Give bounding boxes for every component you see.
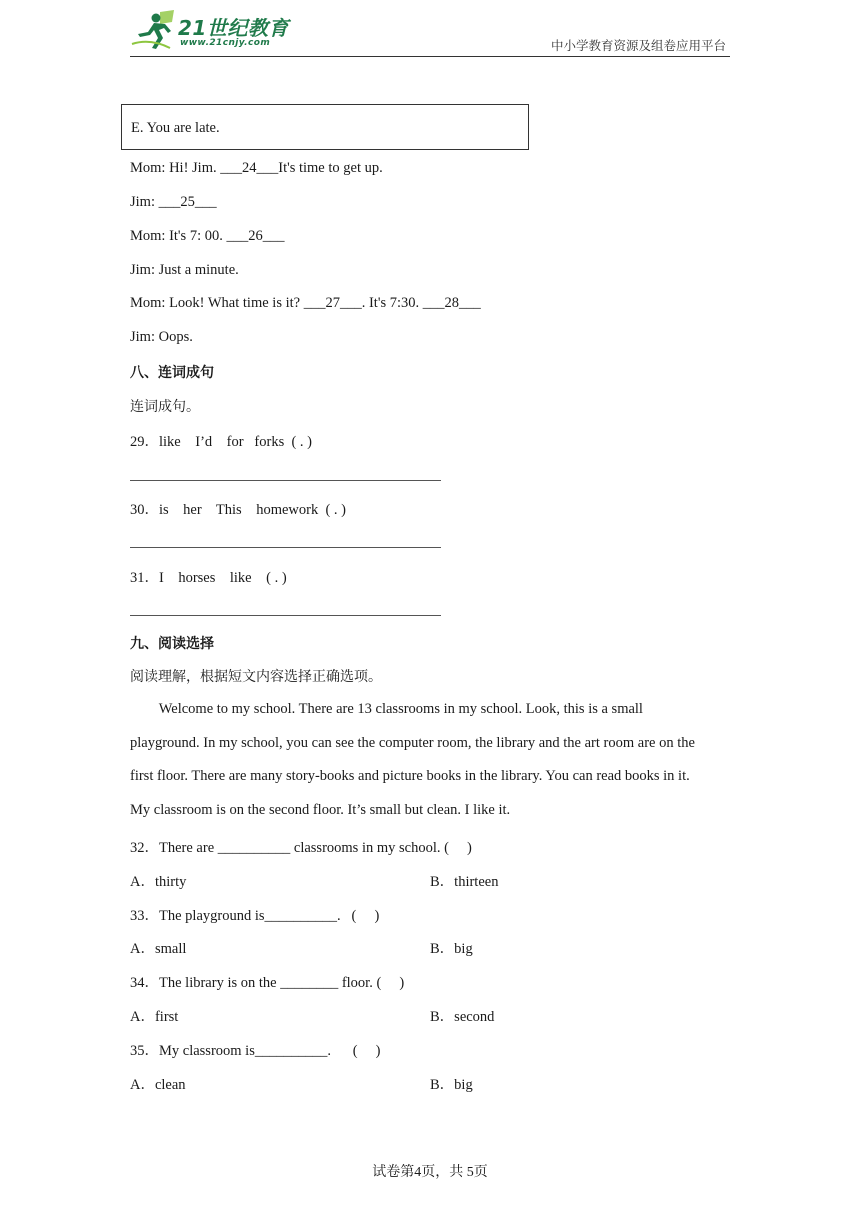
section-9-instruction: 阅读理解，根据短文内容选择正确选项。: [130, 669, 382, 685]
option-box: [121, 104, 529, 150]
runner-logo-icon: [130, 8, 178, 52]
dialogue-line-1: [130, 160, 383, 177]
question-32: 32．There are __________ classrooms in my school. ( ): [130, 840, 472, 856]
dialogue-text: Mom: Hi! Jim.: [130, 160, 221, 176]
passage-line: playground. In my school, you can see the computer room, the library and the art room are on the: [130, 735, 695, 751]
option-a-35: A．clean: [130, 1077, 186, 1093]
blank-24: ___24___: [220, 160, 279, 176]
answer-line-29: [130, 480, 441, 481]
page-header: [130, 6, 730, 57]
dialogue-text: Jim:: [130, 194, 159, 210]
blank-26: ___26___: [226, 228, 285, 244]
answer-line-30: [130, 547, 441, 548]
dialogue-text: . It's 7:30.: [361, 295, 423, 311]
section-8-instruction: 连词成句。: [130, 399, 200, 415]
option-e: E. You are late.: [131, 120, 220, 136]
dialogue-line-3: [130, 228, 284, 245]
question-30: 30．is her This homework ( . ): [130, 502, 346, 518]
option-b-33: B．big: [430, 941, 473, 957]
question-33: 33．The playground is__________. ( ): [130, 908, 380, 924]
dialogue-line-2: [130, 194, 217, 211]
blank-25: ___25___: [158, 194, 217, 210]
option-b-34: B．second: [430, 1009, 495, 1025]
question-31: 31．I horses like ( . ): [130, 570, 287, 586]
passage-line: My classroom is on the second floor. It’s small but clean. I like it.: [130, 802, 511, 818]
question-34: 34．The library is on the ________ floor. ( ): [130, 975, 405, 991]
dialogue-line-4: Jim: Just a minute.: [130, 262, 239, 278]
option-b-35: B．big: [430, 1077, 473, 1093]
question-29: 29．like I’d for forks ( . ): [130, 434, 313, 450]
answer-line-31: [130, 615, 441, 616]
site-logo: [130, 8, 305, 52]
option-a-34: A．first: [130, 1009, 179, 1025]
page-footer: 试卷第4页，共 5页: [372, 1165, 488, 1180]
dialogue-line-5: [130, 295, 481, 312]
logo-title: 21世纪教育: [178, 16, 289, 40]
dialogue-text: Mom: It's 7: 00.: [130, 228, 227, 244]
option-a-32: A．thirty: [130, 874, 187, 890]
option-a-33: A．small: [130, 941, 187, 957]
question-35: 35．My classroom is__________. ( ): [130, 1043, 381, 1059]
blank-28: ___28___: [422, 295, 481, 311]
section-9-title: 九、阅读选择: [130, 636, 214, 652]
section-8-title: 八、连词成句: [130, 365, 214, 381]
dialogue-text: It's time to get up.: [278, 160, 383, 176]
passage-line: Welcome to my school. There are 13 classrooms in my school. Look, this is a small: [130, 701, 643, 717]
blank-27: ___27___: [303, 295, 362, 311]
header-tagline: 中小学教育资源及组卷应用平台: [550, 39, 726, 53]
dialogue-text: Mom: Look! What time is it?: [130, 295, 304, 311]
dialogue-line-6: Jim: Oops.: [130, 329, 193, 345]
option-b-32: B．thirteen: [430, 874, 499, 890]
passage-line: first floor. There are many story-books and picture books in the library. You can read books in it.: [130, 768, 690, 784]
logo-url: www.21cnjy.com: [180, 38, 271, 48]
